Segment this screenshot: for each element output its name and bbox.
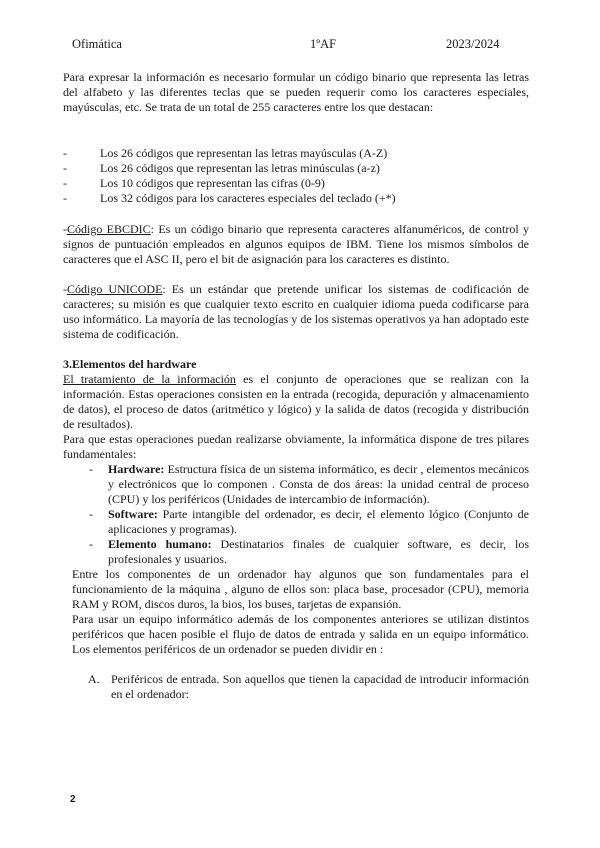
pillar-text: Parte intangible del ordenador, es decir, el elemento lógico (Conjunto de aplicaciones y programas).: [108, 507, 529, 536]
peripherals-paragraph: Para usar un equipo informático además de los componentes anteriores se utilizan distintos periféricos que hacen posible el flujo de datos de entrada y salida en un equipo informático. Los elementos periféricos de un ordenador se pueden dividir en :: [72, 612, 529, 656]
list-item: - Los 26 códigos que representan las letras minúsculas (a-z): [63, 161, 529, 176]
ascii-code-list: [63, 146, 529, 206]
pillar-text: Destinatarios finales de cualquier software, es decir, los profesionales y usuarios.: [108, 537, 530, 566]
ebcdic-paragraph: [63, 222, 529, 267]
pillar-hardware: [89, 462, 529, 507]
intro-paragraph: Para expresar la información es necesario formular un código binario que representa las letras del alfabeto y las diferentes teclas que se pueden requerir como los caracteres especiales, mayúsculas, etc. Se trata de un total de 255 caracteres entre los que destacan:: [63, 70, 529, 114]
header-course: 1ºAF: [310, 37, 337, 51]
page-body: [63, 70, 529, 702]
header-year: 2023/2024: [446, 37, 500, 51]
unicode-text: : Es un estándar que pretende unificar los sistemas de codificación de caracteres; su misión es que cualquier texto escrito en cualquier idioma pueda codificarse para uso informático. La mayoría de las tecnologías y de los sistemas operativos ya han adoptado este sistema de codificación.: [63, 282, 529, 341]
processing-text: es el conjunto de operaciones que se realizan con la información. Estas operaciones consisten en la entrada (recogida, depuración y almacenamiento de datos), el proceso de datos (aritmético y lógico) y la salida de datos (recogida y distribución de resultados).: [63, 372, 529, 431]
section-title: 3.Elementos del hardware: [63, 357, 197, 371]
pillar-human: [89, 537, 529, 567]
list-item: - Los 26 códigos que representan las letras mayúsculas (A-Z): [63, 146, 529, 161]
list-item: - Los 32 códigos para los caracteres especiales del teclado (+*): [63, 191, 529, 206]
processing-term: El tratamiento de la información: [63, 372, 236, 386]
unicode-term: Código UNICODE: [67, 282, 163, 296]
page-number: 2: [70, 794, 76, 805]
header-subject: Ofimática: [72, 37, 122, 51]
pillar-software: [89, 507, 529, 537]
processing-paragraph: [63, 372, 529, 432]
components-paragraph: Entre los componentes de un ordenador hay algunos que son fundamentales para el funcionamiento de la máquina , alguno de ellos son: placa base, procesador (CPU), memoria RAM y ROM, discos duros, la bios, los buses, tarjetas de expansión.: [72, 567, 529, 611]
pillar-text: Estructura física de un sistema informático, es decir , elementos mecánicos y electrónicos que lo componen . Consta de dos áreas: la unidad central de proceso (CPU) y los periféricos (Unidades de intercambio de información).: [108, 462, 529, 506]
unicode-paragraph: [63, 282, 529, 342]
unicode-prefix: -: [63, 282, 67, 296]
pillars-list: [63, 462, 529, 567]
list-item: - Los 10 códigos que representan las cifras (0-9): [63, 176, 529, 191]
pillars-intro: Para que estas operaciones puedan realizarse obviamente, la informática dispone de tres pilares fundamentales:: [63, 432, 529, 461]
ebcdic-term: Código EBCDIC: [67, 222, 151, 236]
pillar-term: Elemento humano:: [108, 537, 212, 551]
pillar-term: Software:: [108, 507, 158, 521]
item-a-marker: A.: [88, 672, 100, 686]
pillar-term: Hardware:: [108, 462, 165, 476]
ebcdic-text: : Es un código binario que representa caracteres alfanuméricos, de control y signos de puntuación empleados en algunos equipos de IBM. Tiene los mismos símbolos de caracteres que el ASC II, pero el bit de asignación para los caracteres es distinto.: [63, 222, 530, 266]
item-a-text: Periféricos de entrada. Son aquellos que tienen la capacidad de introducir información en el ordenador:: [111, 672, 529, 701]
ebcdic-prefix: -: [63, 222, 67, 236]
item-a: [71, 672, 529, 702]
